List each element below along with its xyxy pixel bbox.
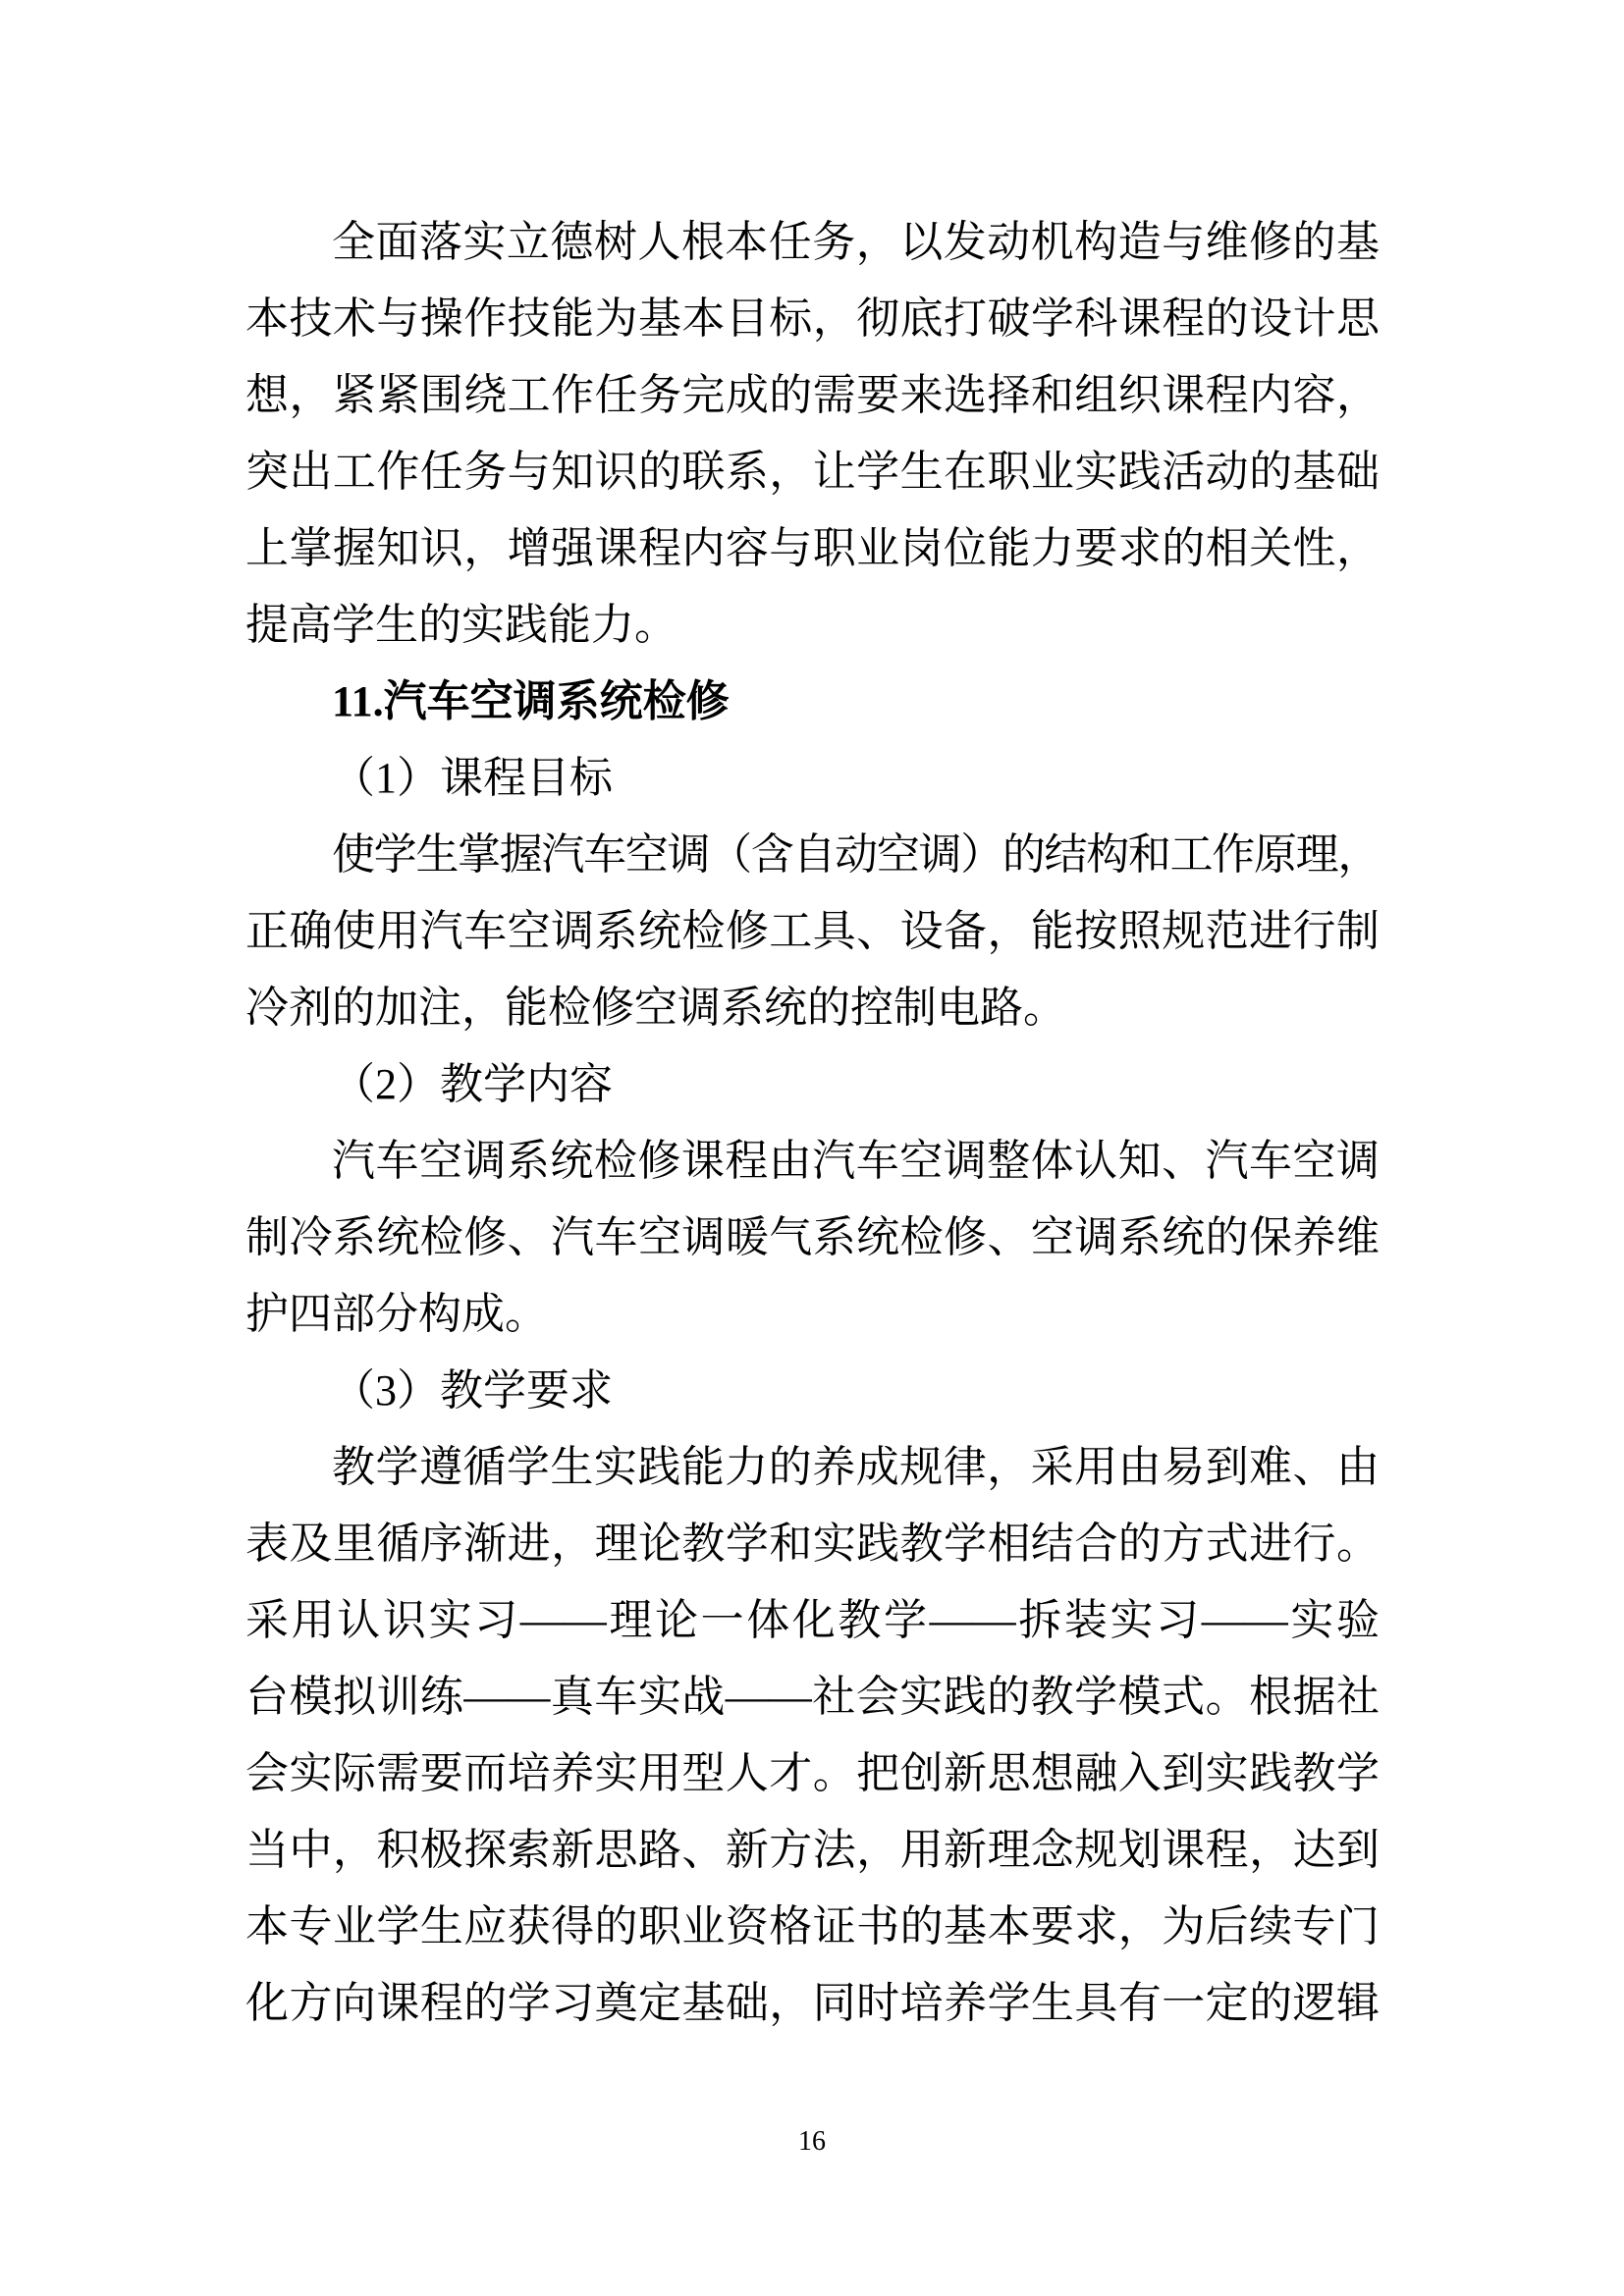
text-line-9: 使学生掌握汽车空调（含自动空调）的结构和工作原理，	[332, 830, 1380, 879]
text-line-13: 汽车空调系统检修课程由汽车空调整体认知、汽车空调	[332, 1137, 1380, 1185]
text-line-5: 上掌握知识，增强课程内容与职业岗位能力要求的相关性，	[245, 524, 1380, 572]
text-line-16: （3）教学要求	[332, 1366, 613, 1415]
text-line-22: 当中，积极探索新思路、新方法，用新理念规划课程，达到	[245, 1826, 1380, 1874]
text-line-15: 护四部分构成。	[245, 1290, 548, 1338]
text-line-19: 采用认识实习——理论一体化教学——拆装实习——实验	[245, 1596, 1380, 1644]
text-line-10: 正确使用汽车空调系统检修工具、设备，能按照规范进行制	[245, 907, 1380, 955]
text-line-3: 想，紧紧围绕工作任务完成的需要来选择和组织课程内容，	[245, 371, 1380, 419]
text-line-23: 本专业学生应获得的职业资格证书的基本要求，为后续专门	[245, 1902, 1380, 1950]
section-heading: 11.汽车空调系统检修	[332, 677, 730, 725]
text-line-21: 会实际需要而培养实用型人才。把创新思想融入到实践教学	[245, 1749, 1380, 1797]
text-line-11: 冷剂的加注，能检修空调系统的控制电路。	[245, 984, 1066, 1032]
text-line-6: 提高学生的实践能力。	[245, 601, 677, 649]
text-line-18: 表及里循序渐进，理论教学和实践教学相结合的方式进行。	[245, 1520, 1380, 1568]
text-line-20: 台模拟训练——真车实战——社会实践的教学模式。根据社	[245, 1673, 1380, 1721]
page-number: 16	[798, 2126, 826, 2157]
text-line-4: 突出工作任务与知识的联系，让学生在职业实践活动的基础	[245, 448, 1380, 496]
text-line-2: 本技术与操作技能为基本目标，彻底打破学科课程的设计思	[245, 294, 1380, 343]
text-line-12: （2）教学内容	[332, 1060, 613, 1108]
text-line-14: 制冷系统检修、汽车空调暖气系统检修、空调系统的保养维	[245, 1213, 1380, 1261]
text-line-1: 全面落实立德树人根本任务，以发动机构造与维修的基	[332, 218, 1380, 266]
text-line-17: 教学遵循学生实践能力的养成规律，采用由易到难、由	[332, 1443, 1380, 1491]
text-line-8: （1）课程目标	[332, 754, 613, 802]
text-line-24: 化方向课程的学习奠定基础，同时培养学生具有一定的逻辑	[245, 1979, 1380, 2027]
